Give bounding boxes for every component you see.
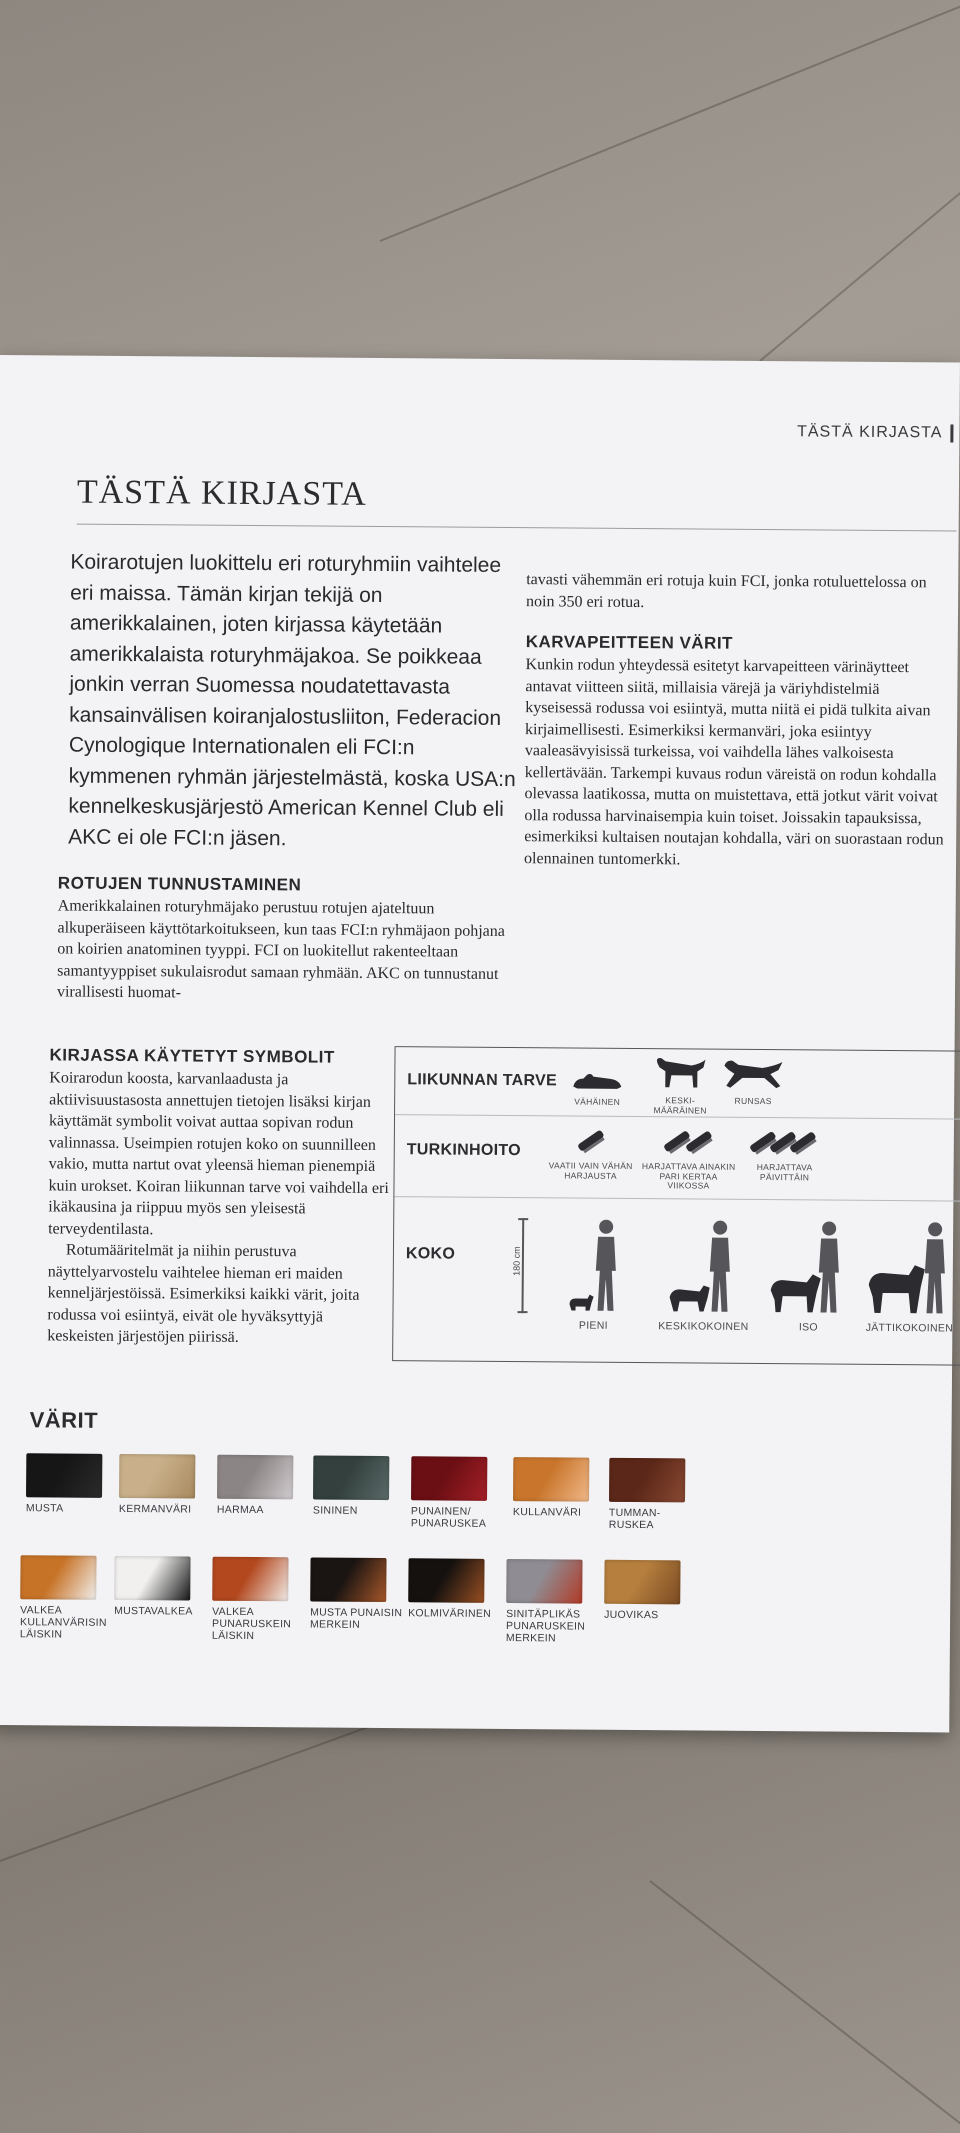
color-swatch [411, 1456, 506, 1530]
continuation-paragraph: tavasti vähemmän eri rotuja kuin FCI, jonka rotuluettelossa on noin 350 eri rotua. [526, 571, 927, 611]
breed-recognition-paragraph: Amerikkalainen roturyhmäjako perustuu rotujen ajateltuun alkuperäiseen käyttötarkoitukseen, kun taas FCI:n ryhmäjaon pohjana on koirien anatominen tyyppi. FCI on luokitellut rakenteeltaan samantyyppiset sukulaisrodut samaan ryhmään. AKC on tunnustanut virallisesti huomat- [56, 897, 505, 1002]
swatch-sample [217, 1455, 293, 1500]
swatch-label: SININEN [312, 1504, 358, 1517]
grooming-row [394, 1115, 960, 1201]
coat-colors-paragraph: Kunkin rodun yhteydessä esitetyt karvapeitteen värinäytteet antavat viitteen siitä, millaisia värejä ja väriyhdistelmiä kyseisessä rodussa voi esiintyä, mutta niitä ei pidä tulkita aivan kirjaimellisesti. Esimerkiksi kermanväri, joka esiintyy vaaleasävyisissä turkeissa, voi vaihdella lähes valkoisesta kellertävään. Tarkempi kuvaus rodun väreistä on rodun kohdalla olevassa laatikossa, mutta on muistettava, että jotkut värit voivat olla rodussa harvinaisempia kuin toiset. Joissakin tapauksissa, esimerkiksi kultaisen noutajan kohdalla, väri on suorastaan rodun olennainen tuntomerkki. [523, 656, 944, 868]
color-swatch [506, 1559, 601, 1645]
running-dog-icon [720, 1056, 786, 1093]
swatch-label: MUSTA PUNAISIN MERKEIN [309, 1606, 403, 1631]
coat-colors-subhead: KARVAPEITTEEN VÄRIT [525, 632, 734, 653]
grooming-high-caption: HARJATTAVA PÄIVITTÄIN [756, 1161, 813, 1182]
symbols-paragraph-1: Koirarodun koosta, karvanlaadusta ja aktiivisuustasosta annettujen tietojen lisäksi kirjan käyttämät symbolit voivat auttaa sopivan rodun valinnassa. Useimpien rotujen koko on suunnilleen vakio, mutta nartut ovat yleensä hieman pienempiä kuin urokset. Koiran liikunnan tarve voi vaihdella eri ikäkausina ja riippuu myös sen yleisestä terveydentilasta. [48, 1069, 389, 1238]
exercise-medium-caption: KESKI-MÄÄRÄINEN [653, 1095, 707, 1116]
symbols-subhead: KIRJASSA KÄYTETYT SYMBOLIT [49, 1045, 335, 1067]
swatch-label: SINITÄPLIKÄS PUNARUSKEIN MERKEIN [505, 1608, 586, 1645]
swatch-sample [313, 1455, 389, 1500]
swatch-sample [506, 1559, 582, 1604]
floor-grain [649, 1880, 960, 2133]
medium-dog-person-icon [663, 1219, 744, 1316]
floor-grain [759, 103, 960, 362]
swatch-sample [604, 1560, 680, 1605]
color-swatch [310, 1557, 405, 1631]
page-title: TÄSTÄ KIRJASTA [76, 473, 367, 513]
color-swatch [212, 1557, 307, 1643]
color-swatch [313, 1455, 407, 1517]
swatch-label: VALKEA KULLANVÄRISIN LÄISKIN [19, 1604, 107, 1641]
exercise-high [713, 1056, 793, 1107]
standing-dog-icon [651, 1055, 709, 1091]
swatch-label: MUSTAVALKEA [114, 1604, 193, 1618]
lying-dog-icon [569, 1064, 625, 1092]
color-swatch [119, 1454, 213, 1516]
grooming-medium-caption: HARJATTAVA AINAKIN PARI KERTAA VIIKOSSA [641, 1161, 736, 1191]
exercise-low [557, 1064, 637, 1107]
swatch-label: MUSTA [25, 1502, 64, 1515]
size-large [758, 1220, 859, 1334]
large-dog-person-icon [766, 1220, 851, 1317]
swatch-label: KOLMIVÄRINEN [408, 1607, 492, 1620]
exercise-low-caption: VÄHÄINEN [574, 1096, 621, 1107]
size-label: KOKO [405, 1245, 456, 1263]
color-swatch [609, 1458, 704, 1532]
running-head: TÄSTÄ KIRJASTA [797, 423, 953, 442]
breed-recognition-section [57, 873, 508, 1006]
height-scale-label: 180 cm [511, 1246, 522, 1276]
colors-title: VÄRIT [29, 1407, 99, 1433]
size-medium-caption: KESKIKOKOINEN [658, 1320, 749, 1333]
size-giant-caption: JÄTTIKOKOINEN [865, 1321, 954, 1335]
swatch-label: HARMAA [216, 1503, 264, 1517]
color-swatch [513, 1457, 607, 1519]
swatch-sample [408, 1558, 484, 1603]
swatch-sample [26, 1453, 102, 1498]
exercise-label: LIIKUNNAN TARVE [407, 1071, 558, 1090]
grooming-medium [638, 1125, 739, 1191]
title-rule [77, 524, 957, 532]
one-brush-icon [571, 1125, 611, 1157]
lead-paragraph: Koirarotujen luokittelu eri roturyhmiin vaihtelee eri maissa. Tämän kirjan tekijä on amerikkalainen, joten kirjassa käytetään amerikkalaista roturyhmäjakoa. Se poikkeaa jonkin verran Suomessa noudatettavasta kansainvälisen koiranjalostusliiton, Federacion Cynologique Internationalen eli FCI:n kymmenen ryhmän järjestelmästä, koska USA:n kennelkeskusjärjestö American Kennel Club eli AKC ei ole FCI:n jäsen. [68, 550, 516, 850]
exercise-medium [640, 1055, 720, 1116]
exercise-high-caption: RUNSAS [734, 1095, 772, 1107]
swatch-sample [609, 1458, 685, 1503]
size-small [538, 1218, 649, 1332]
swatch-sample [411, 1456, 487, 1501]
swatch-sample [212, 1557, 288, 1602]
size-small-caption: PIENI [578, 1319, 608, 1332]
swatch-sample [20, 1555, 96, 1600]
exercise-row [395, 1047, 960, 1119]
breed-recognition-subhead: ROTUJEN TUNNUSTAMINEN [57, 873, 302, 895]
grooming-low [543, 1124, 639, 1181]
small-dog-person-icon [553, 1218, 634, 1315]
color-swatch [114, 1556, 208, 1618]
swatch-label: PUNAINEN/ PUNARUSKEA [410, 1505, 487, 1530]
swatch-sample [119, 1454, 195, 1499]
grooming-high [735, 1126, 835, 1183]
right-column [524, 569, 946, 872]
symbols-paragraph-2: Rotumääritelmät ja niihin perustuva näyttelyarvostelu vaihtelee hieman eri maiden kenneljärjestöissä. Esimerkiksi kaikki värit, joita rodussa voi esiintyä, eivät ole hyväksyttyjä keskeisten järjestöjen piirissä. [47, 1241, 360, 1346]
giant-dog-person-icon [864, 1221, 955, 1318]
swatch-sample [310, 1557, 386, 1602]
color-swatch [20, 1555, 115, 1641]
size-giant [855, 1221, 960, 1335]
color-swatch [408, 1558, 502, 1620]
floor-grain [380, 0, 960, 242]
height-scale [511, 1218, 530, 1313]
color-swatch [26, 1453, 120, 1515]
size-row [393, 1197, 960, 1366]
swatch-label: VALKEA PUNARUSKEIN LÄISKIN [211, 1605, 292, 1643]
two-brushes-icon [659, 1125, 719, 1157]
size-large-caption: ISO [798, 1321, 818, 1334]
swatch-label: KULLANVÄRI [512, 1506, 582, 1519]
three-brushes-icon [747, 1126, 823, 1159]
swatch-label: JUOVIKAS [604, 1608, 659, 1622]
book-page [0, 355, 960, 1732]
swatch-label: TUMMAN-RUSKEA [608, 1506, 661, 1532]
swatch-sample [513, 1457, 589, 1502]
swatch-label: KERMANVÄRI [118, 1502, 192, 1516]
color-swatch [604, 1560, 698, 1622]
size-medium [648, 1219, 759, 1333]
grooming-label: TURKINHOITO [406, 1141, 521, 1160]
grooming-low-caption: VAATII VAIN VÄHÄN HARJAUSTA [548, 1160, 633, 1181]
swatch-sample [114, 1556, 190, 1601]
symbol-legend-box [392, 1046, 960, 1365]
color-swatch [217, 1455, 311, 1517]
symbols-section [47, 1045, 394, 1349]
